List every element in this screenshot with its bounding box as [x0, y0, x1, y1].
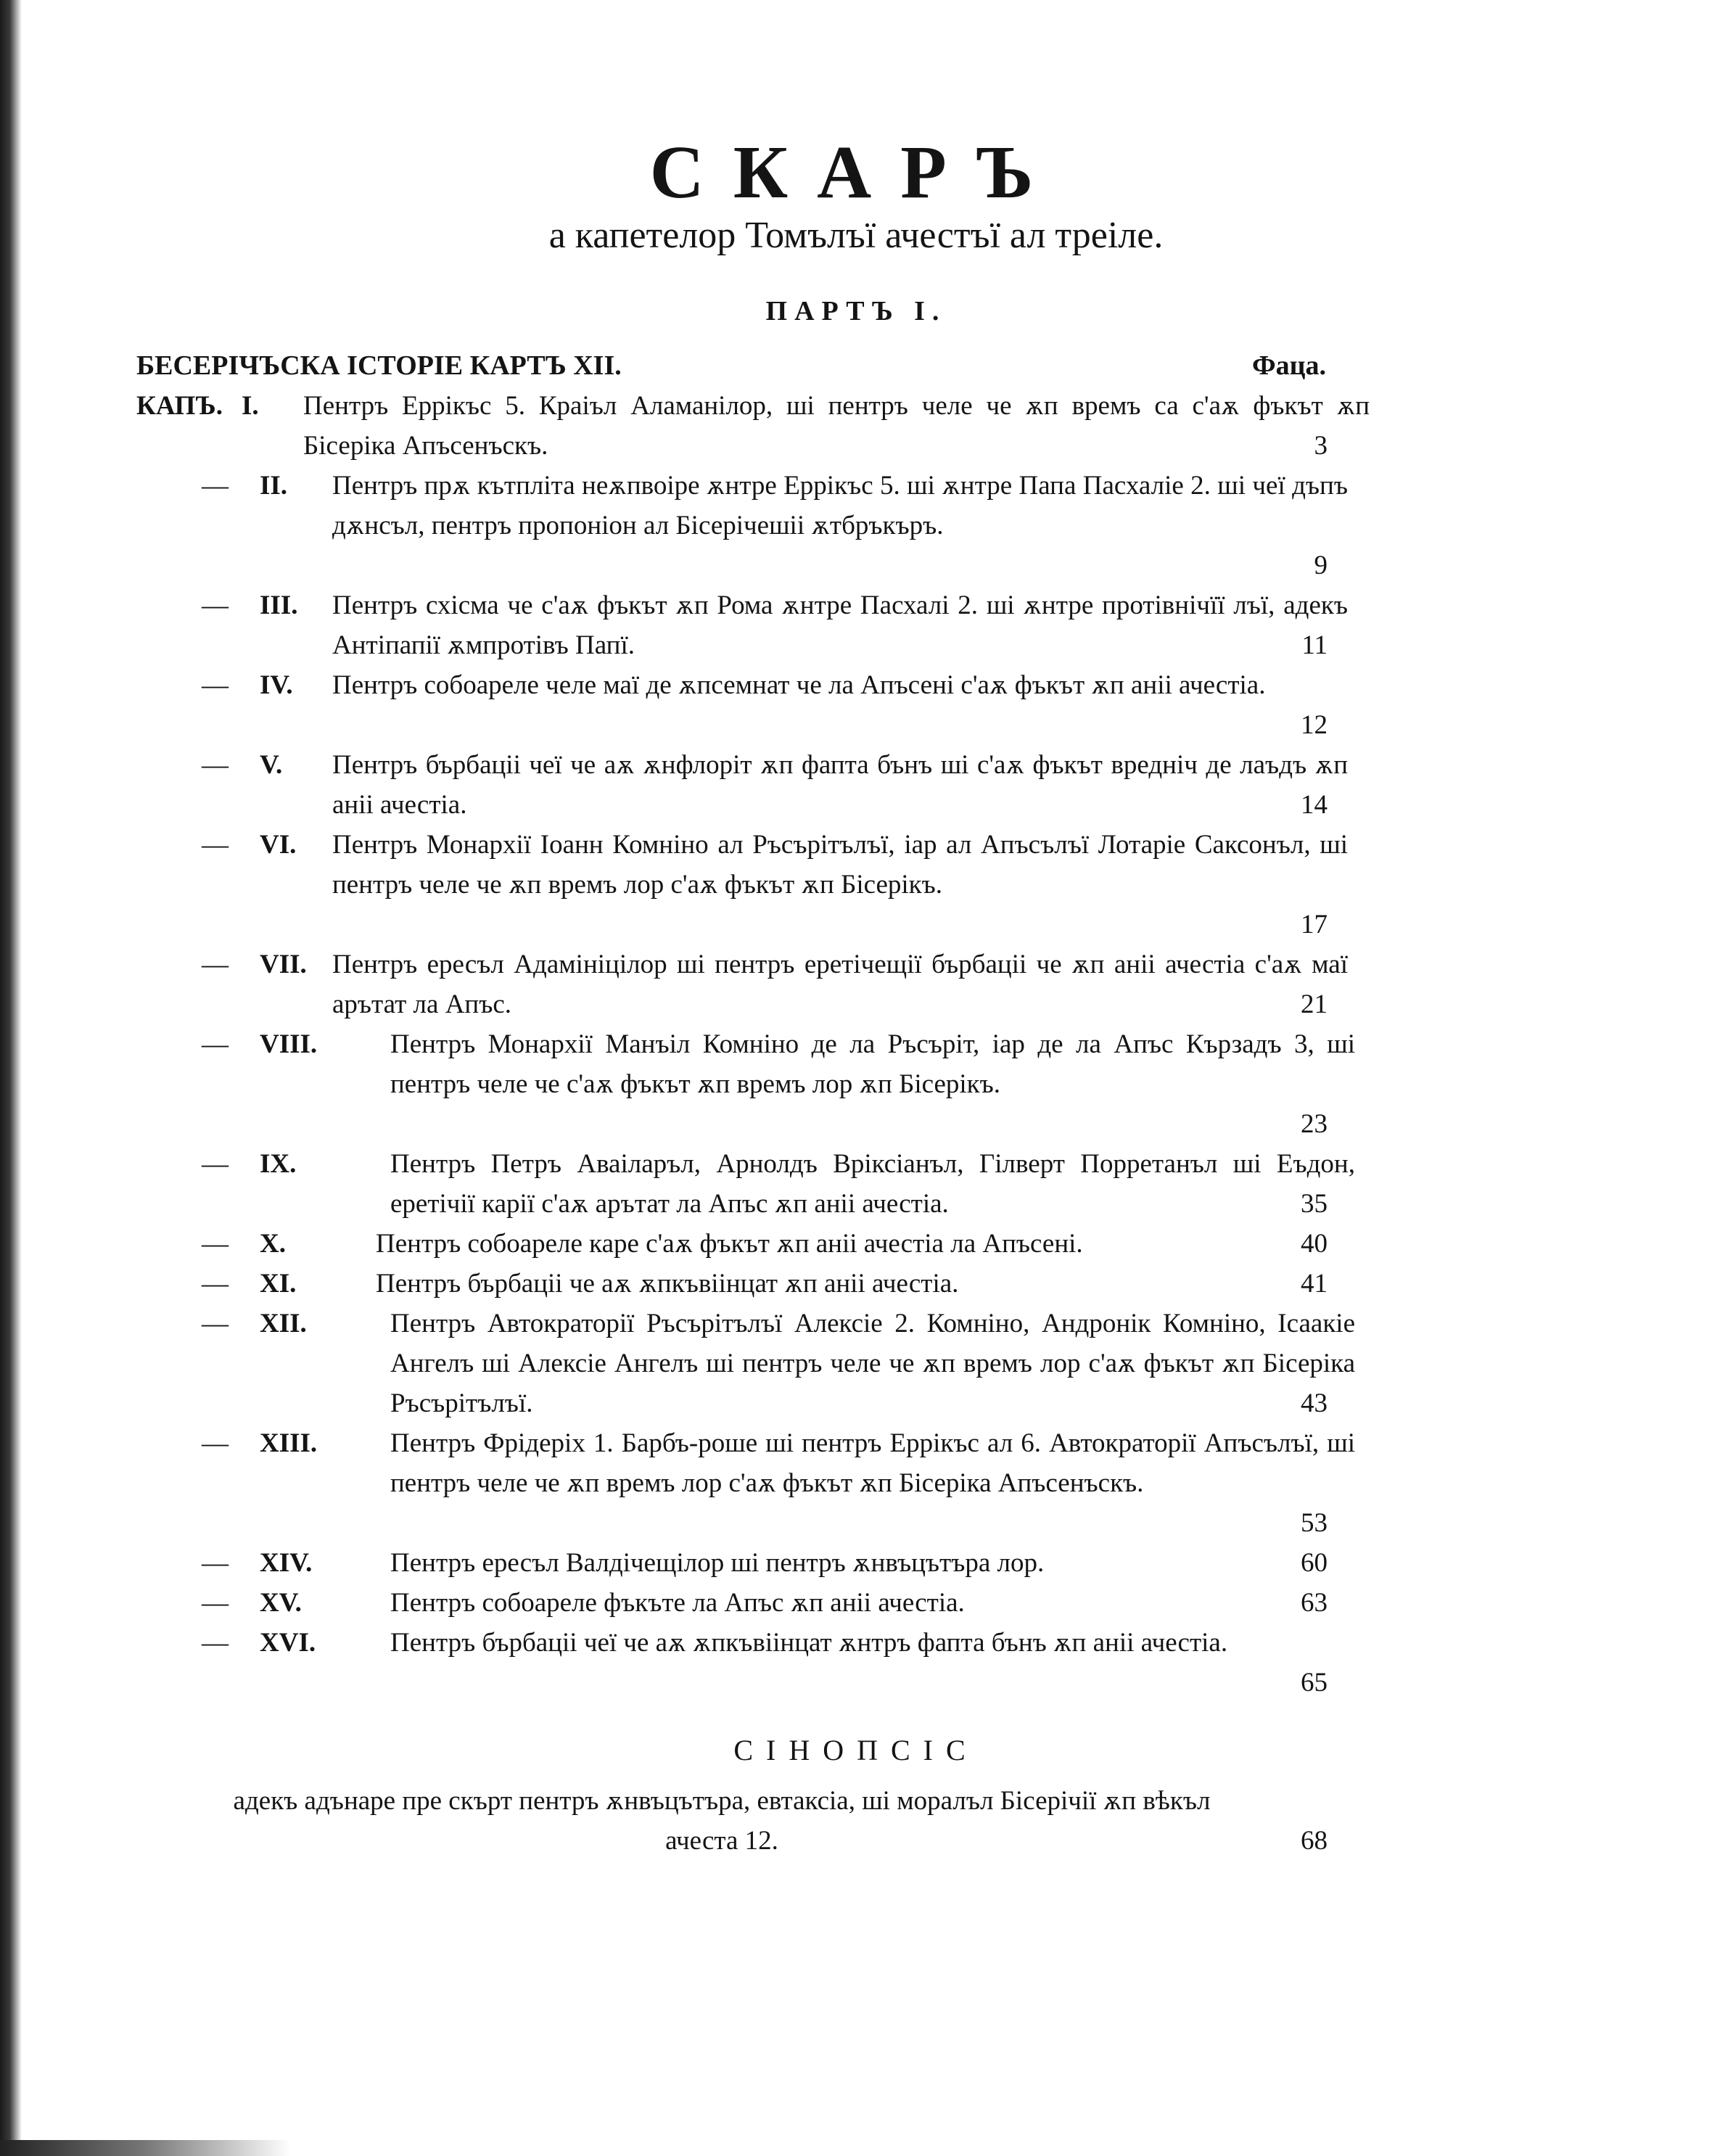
page-number: 43 — [1301, 1388, 1328, 1418]
page-number: 35 — [1301, 1189, 1328, 1219]
chapter-description: Пентръ бърбаціі чеї че аѫ ѫпкъвіінцат ѫнтръ фапта бънъ ѫп аніі ачестіа. — [390, 1628, 1228, 1658]
entry-dash: — — [202, 591, 229, 620]
chapter-number: XIV. — [260, 1548, 313, 1578]
toc-entry — [136, 466, 1348, 585]
chapter-number: XIII. — [260, 1428, 318, 1458]
page-number: 60 — [1301, 1548, 1328, 1578]
toc-entry — [136, 1583, 1328, 1623]
page-subtitle: а капетелор Томълъї ачестъї ал треіле. — [548, 215, 1164, 256]
page-number: 63 — [1301, 1588, 1328, 1618]
toc-entry — [136, 386, 1370, 466]
chapter-description: Пентръ ересъл Адамініцілор ші пентръ еретічещії бърбаціі че ѫп аніі ачестіа с'аѫ маї арътат ла Апъс. — [332, 950, 1348, 1019]
toc-entry — [136, 745, 1348, 825]
toc-entry — [136, 1543, 1328, 1583]
chapter-description: Пентръ бърбаціі чеї че аѫ ѫнфлоріт ѫп фапта бънъ ші с'аѫ фъкът вредніч де лаъдъ ѫп аніі ачестіа. — [332, 750, 1348, 820]
entry-dash: — — [202, 471, 229, 501]
toc-entry — [136, 585, 1348, 665]
toc-entry — [136, 1144, 1355, 1224]
entry-dash: — — [202, 1428, 229, 1458]
chapter-description: Пентръ Монархії Манъіл Комніно де ла Ръсъріт, іар де ла Апъс Кързадъ 3, ші пентръ челе че с'аѫ фъкът ѫп времъ лор ѫп Бісерікъ. — [390, 1029, 1355, 1099]
chapter-description: Пентръ собоареле челе маї де ѫпсемнат че ла Апъсені с'аѫ фъкът ѫп аніі ачестіа. — [332, 670, 1266, 700]
chapter-number: I. — [242, 391, 259, 421]
toc-entry — [136, 1024, 1355, 1144]
chapter-description: Пентръ собоареле фъкъте ла Апъс ѫп аніі ачестіа. — [390, 1588, 965, 1618]
entry-dash: — — [202, 670, 229, 700]
toc-entry — [136, 945, 1348, 1024]
chapter-number: XI. — [260, 1269, 297, 1299]
toc-entry — [136, 1423, 1355, 1543]
page-number: 41 — [1301, 1269, 1328, 1299]
page-number: 14 — [1301, 790, 1328, 820]
page-number: 23 — [1301, 1109, 1328, 1139]
chapter-description: Пентръ Монархії Іоанн Комніно ал Ръсърітълъї, іар ал Апъсълъї Лотаріе Саксонъл, ші пентръ челе че ѫп времъ лор с'аѫ фъкът ѫп Бісерікъ. — [332, 830, 1348, 900]
entry-dash: — — [202, 1229, 229, 1259]
chapter-number: XVI. — [260, 1628, 316, 1658]
page-number: 21 — [1301, 989, 1328, 1019]
entry-dash: — — [202, 1588, 229, 1618]
page-number: 11 — [1301, 630, 1328, 660]
chapter-description: Пентръ прѫ кътпліта неѫпвоіре ѫнтре Еррікъс 5. ші ѫнтре Папа Пасхаліе 2. ші чеї дъпъ дѫнсъл, пентръ пропоніон ал Бісерічешіі ѫтбръкъръ. — [332, 471, 1348, 540]
chapter-number: XV. — [260, 1588, 302, 1618]
chapter-number: IX. — [260, 1149, 297, 1179]
page-number: 53 — [1301, 1508, 1328, 1538]
entry-dash: — — [202, 1149, 229, 1179]
page-number: 3 — [1314, 431, 1328, 461]
chapter-number: X. — [260, 1229, 286, 1259]
toc-entry — [136, 1304, 1355, 1423]
page-column-header: Фаца. — [1251, 350, 1326, 381]
chapter-number: II. — [260, 471, 288, 501]
chapter-description: Пентръ схісма че с'аѫ фъкът ѫп Рома ѫнтре Пасхалі 2. ші ѫнтре протівнічїї лъї, адекъ Антіпапії ѫмпротівъ Папї. — [332, 591, 1348, 660]
synopsis-title: СІНОПСІС — [733, 1734, 979, 1766]
synopsis-page-number: 68 — [1301, 1826, 1328, 1856]
chapter-number: V. — [260, 750, 283, 780]
part-heading: ПАРТЪ І. — [765, 296, 947, 326]
chapter-number: IV. — [260, 670, 293, 700]
chapter-description: Пентръ Автократорії Ръсърітълъї Алексіе 2. Комніно, Андронік Комніно, Ісаакіе Ангелъ ші Алексіе Ангелъ ші пентръ челе че ѫп времъ лор с'аѫ фъкът ѫп Бісеріка Ръсърітълъї. — [390, 1309, 1355, 1418]
entry-dash: — — [202, 750, 229, 780]
chapter-description: Пентръ собоареле каре с'аѫ фъкът ѫп аніі ачестіа ла Апъсені. — [376, 1229, 1083, 1259]
entry-dash: — — [202, 1309, 229, 1338]
chapter-number: XII. — [260, 1309, 307, 1338]
toc-entry — [136, 1224, 1328, 1264]
chapter-description: Пентръ ересъл Валдічещілор ші пентръ ѫнвъцътъра лор. — [390, 1548, 1045, 1578]
toc-entry — [136, 825, 1348, 945]
page-number: 9 — [1314, 551, 1328, 580]
toc-entry — [136, 665, 1328, 745]
entry-dash: — — [202, 1628, 229, 1658]
synopsis-text: адекъ адънаре пре скърт пентръ ѫнвъцътъра, евтаксіа, ші моралъл Бісерічії ѫп вѣкъл ачеста 12. — [233, 1786, 1211, 1856]
toc-entry — [136, 1264, 1328, 1304]
page-number: 40 — [1301, 1229, 1328, 1259]
chapter-description: Пентръ Еррікъс 5. Краіъл Аламанілор, ші пентръ челе че ѫп времъ са с'аѫ фъкът ѫп Бісеріка Апъсенъскъ. — [303, 391, 1370, 461]
chapter-number: III. — [260, 591, 298, 620]
chapter-number: VII. — [260, 950, 307, 979]
page-number: 17 — [1301, 910, 1328, 939]
entry-dash: — — [202, 950, 229, 979]
entry-dash: — — [202, 1029, 229, 1059]
entry-dash: — — [202, 830, 229, 860]
entry-dash: — — [202, 1269, 229, 1299]
page-number: 12 — [1301, 710, 1328, 740]
chapter-label: КАПЪ. — [136, 391, 223, 421]
chapter-number: VIII. — [260, 1029, 318, 1059]
chapter-description: Пентръ бърбаціі че аѫ ѫпкъвіінцат ѫп аніі ачестіа. — [376, 1269, 959, 1299]
entry-dash: — — [202, 1548, 229, 1578]
page-title: СКАРЪ — [649, 131, 1063, 214]
synopsis-entry — [199, 1781, 1328, 1861]
toc-entry — [136, 1623, 1328, 1703]
chapter-description: Пентръ Петръ Аваіларъл, Арнолдъ Вріксіанъл, Гілверт Порретанъл ші Еъдон, еретічії карії с'аѫ арътат ла Апъс ѫп аніі ачестіа. — [390, 1149, 1355, 1219]
chapter-number: VI. — [260, 830, 297, 860]
page-number: 65 — [1301, 1668, 1328, 1698]
section-header-title: БЕСЕРІЧЪСКА ІСТОРІЕ КАРТЪ XII. — [136, 350, 622, 381]
chapter-description: Пентръ Фрідеріх 1. Барбъ-роше ші пентръ Еррікъс ал 6. Автократорії Апъсълъї, ші пентръ челе че ѫп времъ лор с'аѫ фъкът ѫп Бісеріка Апъсенъскъ. — [390, 1428, 1355, 1498]
